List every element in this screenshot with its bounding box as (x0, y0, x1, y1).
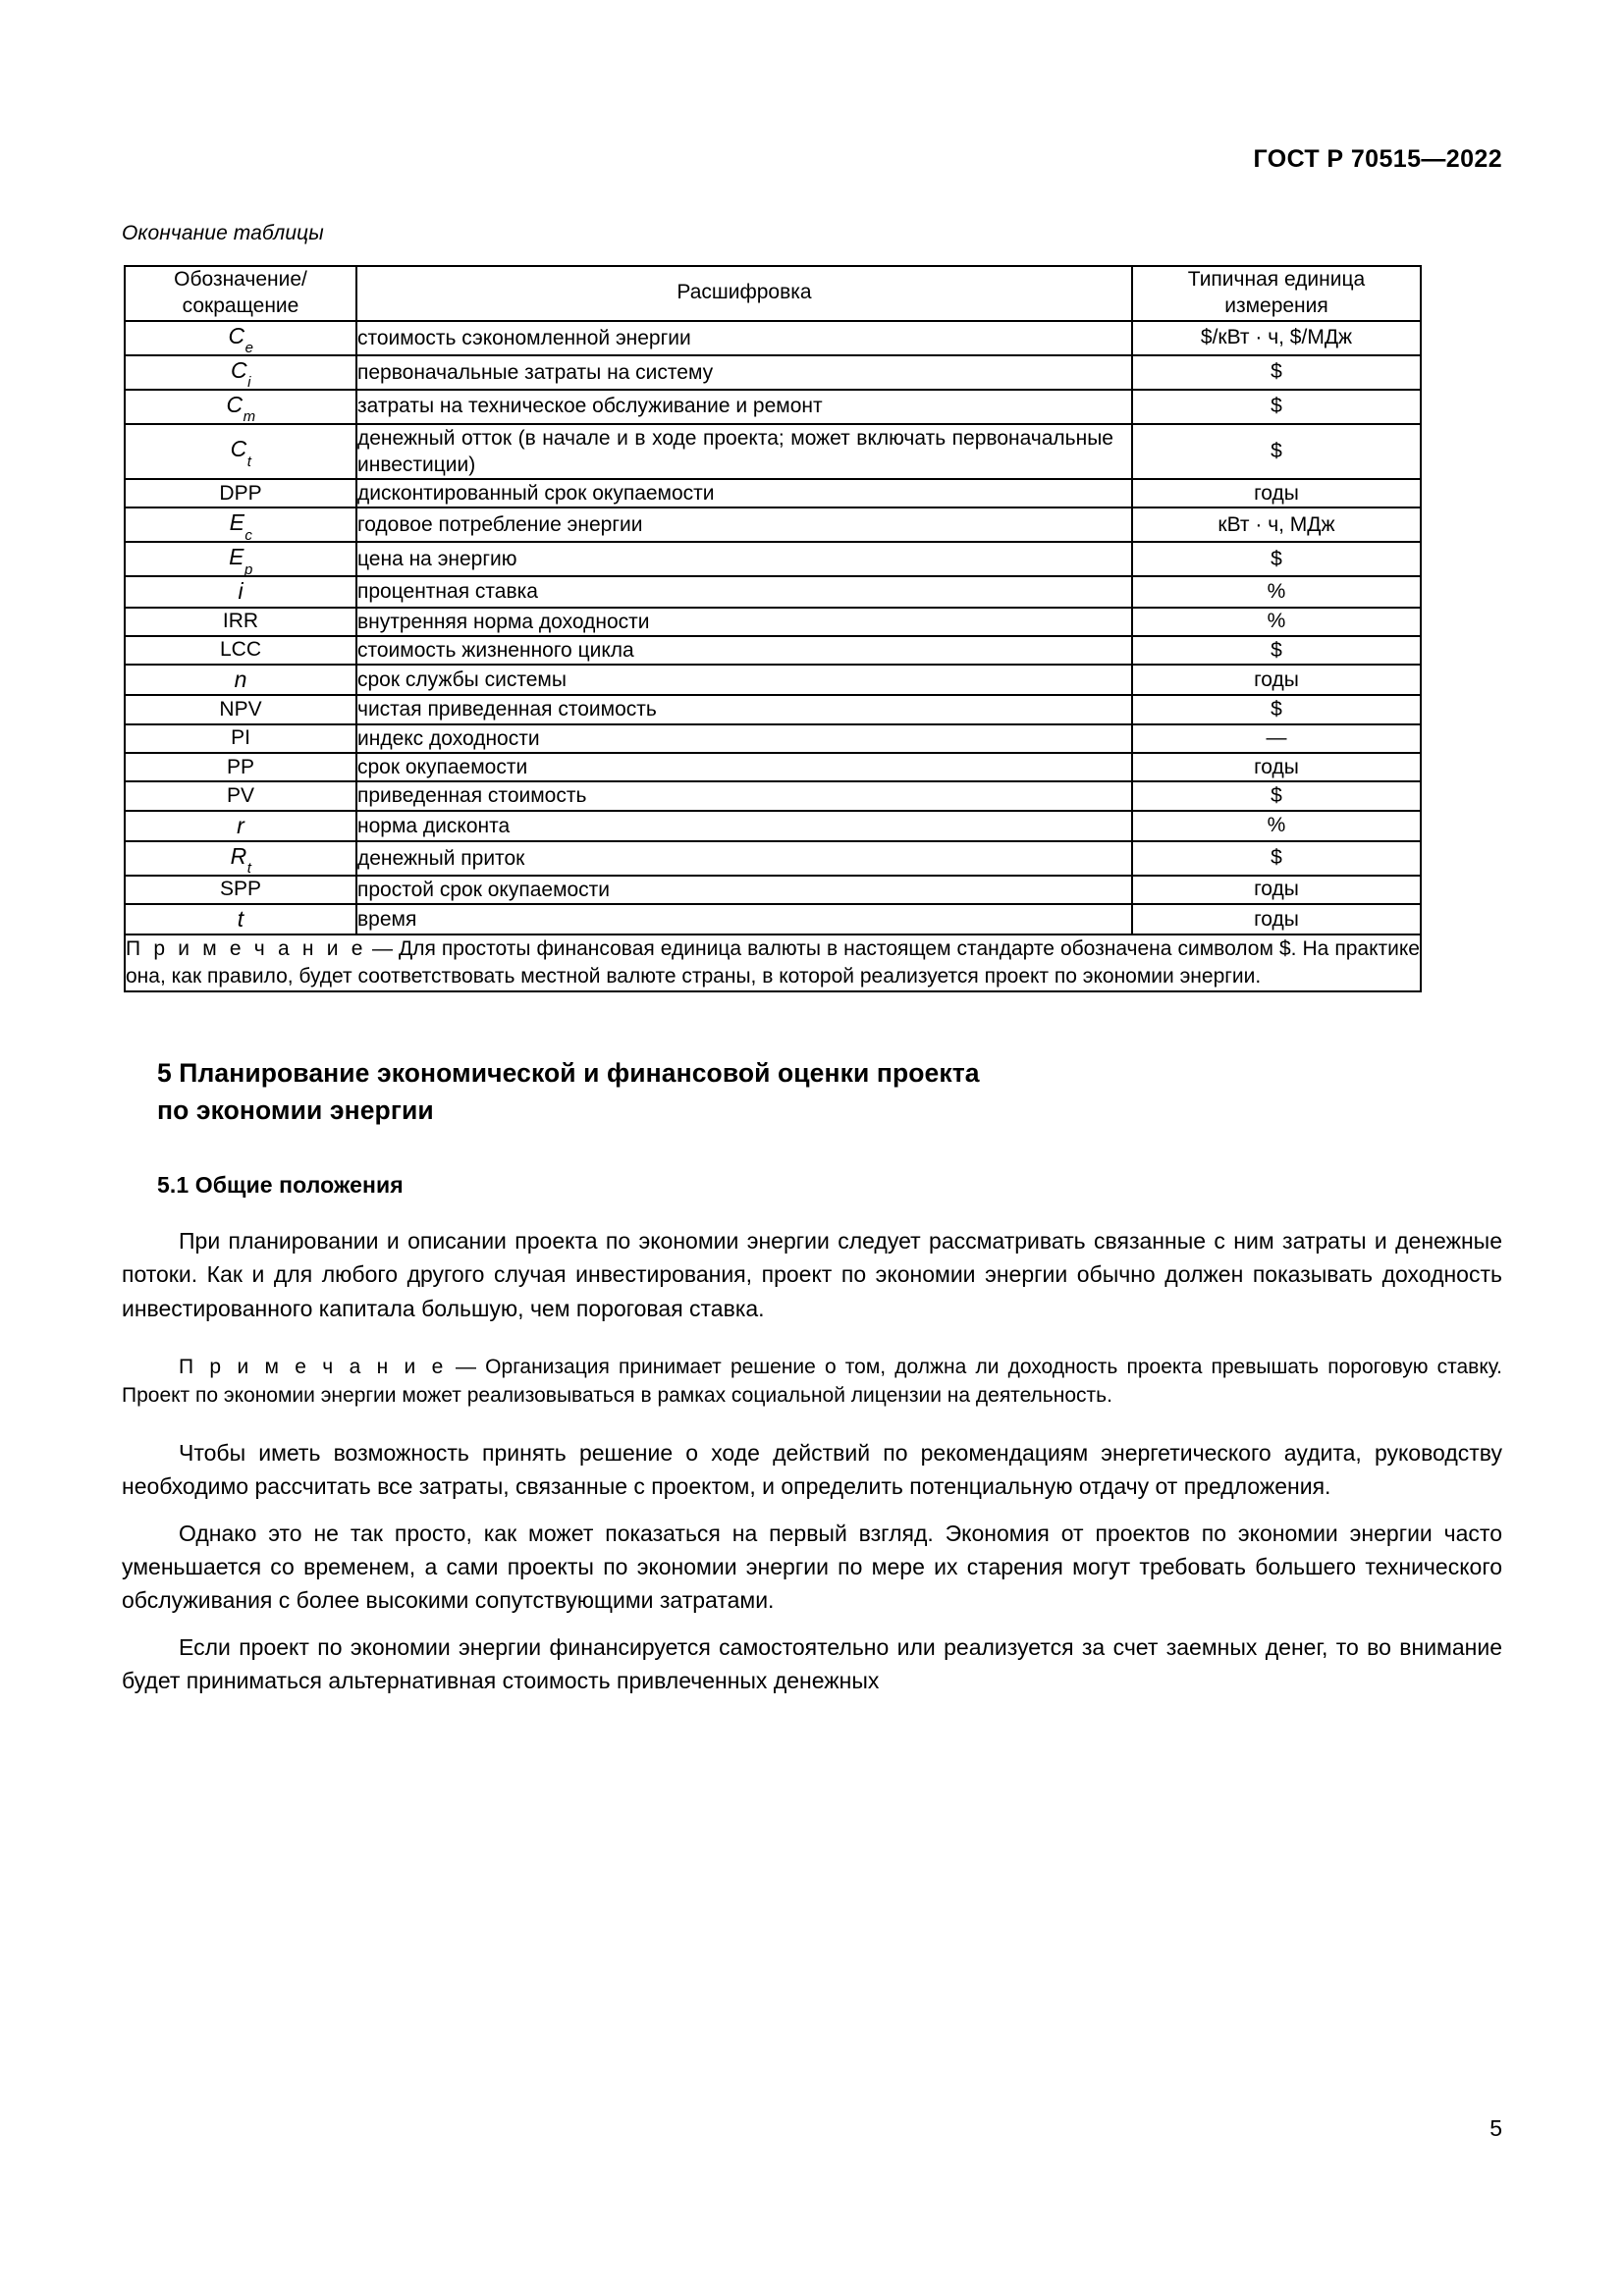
row-symbol: t (125, 904, 356, 934)
table-row (125, 636, 1421, 665)
row-unit: $ (1132, 424, 1421, 480)
row-description: стоимость жизненного цикла (356, 636, 1132, 665)
table-row (125, 724, 1421, 753)
row-description: дисконтированный срок окупаемости (356, 479, 1132, 507)
table-caption: Окончание таблицы (122, 222, 324, 244)
section-note-label: П р и м е ч а н и е (179, 1355, 447, 1378)
table-row (125, 753, 1421, 781)
row-description: цена на энергию (356, 542, 1132, 576)
table-note (125, 934, 1421, 991)
row-description: внутренняя норма доходности (356, 608, 1132, 636)
row-unit: кВт · ч, МДж (1132, 507, 1421, 542)
row-symbol: NPV (125, 695, 356, 723)
column-header-unit-line2: измерения (1224, 294, 1328, 317)
row-symbol: $C_i$ (125, 355, 356, 390)
row-unit: $ (1132, 781, 1421, 810)
paragraph-3: Однако это не так просто, как может показаться на первый взгляд. Экономия от проектов по экономии энергии часто уменьшается со временем, а сами проекты по экономии энергии по мере их старения могут требовать большего технического обслуживания с более высокими сопутствующими затратами. (122, 1521, 1502, 1614)
table-row (125, 390, 1421, 424)
symbols-table (124, 265, 1422, 992)
section-heading (122, 1055, 1502, 1129)
row-description: время (356, 904, 1132, 934)
table-row (125, 876, 1421, 904)
table-header-row (125, 266, 1421, 321)
row-symbol: $E_c$ (125, 507, 356, 542)
row-description: процентная ставка (356, 576, 1132, 607)
column-header-description: Расшифровка (356, 266, 1132, 321)
table-note-text: — Для простоты финансовая единица валюты в настоящем стандарте обозначена символом $. На практике она, как правило, будет соответствовать местной валюте страны, в которой реализуется проект по экономии энергии. (126, 937, 1420, 988)
row-unit: % (1132, 811, 1421, 841)
row-symbol: $R_t$ (125, 841, 356, 876)
row-description: срок службы системы (356, 665, 1132, 695)
row-symbol: PV (125, 781, 356, 810)
row-symbol: i (125, 576, 356, 607)
table-row (125, 904, 1421, 934)
table-row (125, 479, 1421, 507)
paragraph-1: При планировании и описании проекта по экономии энергии следует рассматривать связанные с ним затраты и денежные потоки. Как и для любого другого случая инвестирования, проект по экономии энергии обычно должен показывать доходность инвестированного капитала большую, чем пороговая ставка. (122, 1228, 1502, 1321)
row-symbol: PP (125, 753, 356, 781)
row-unit: годы (1132, 753, 1421, 781)
row-description: годовое потребление энергии (356, 507, 1132, 542)
row-description: простой срок окупаемости (356, 876, 1132, 904)
row-unit: $ (1132, 841, 1421, 876)
row-description: приведенная стоимость (356, 781, 1132, 810)
table-row (125, 781, 1421, 810)
row-description: стоимость сэкономленной энергии (356, 321, 1132, 355)
table-row (125, 576, 1421, 607)
row-description: норма дисконта (356, 811, 1132, 841)
table-note-row (125, 934, 1421, 991)
table-row (125, 542, 1421, 576)
table-row (125, 665, 1421, 695)
row-symbol: $C_t$ (125, 424, 356, 480)
section-note (122, 1353, 1502, 1412)
row-description: денежный отток (в начале и в ходе проекта; может включать первоначальные инвестиции) (356, 424, 1132, 480)
column-header-symbol-line2: сокращение (182, 294, 299, 317)
row-unit: $ (1132, 390, 1421, 424)
section-heading-line1: 5 Планирование экономической и финансовой оценки проекта (157, 1058, 980, 1089)
column-header-unit (1132, 266, 1421, 321)
row-symbol: r (125, 811, 356, 841)
row-unit: $ (1132, 636, 1421, 665)
row-unit: $ (1132, 355, 1421, 390)
row-unit: годы (1132, 479, 1421, 507)
row-description: срок окупаемости (356, 753, 1132, 781)
table-row (125, 695, 1421, 723)
section-note-text: — Организация принимает решение о том, должна ли доходность проекта превышать пороговую ставку. Проект по экономии энергии может реализовываться в рамках социальной лицензии на деятельность. (122, 1355, 1502, 1408)
row-symbol: LCC (125, 636, 356, 665)
table-note-label: П р и м е ч а н и е (126, 937, 366, 961)
running-head-standard-code: ГОСТ Р 70515—2022 (1253, 145, 1502, 173)
table-row (125, 355, 1421, 390)
paragraph-4: Если проект по экономии энергии финансируется самостоятельно или реализуется за счет заемных денег, то во внимание будет приниматься альтернативная стоимость привлеченных денежных (122, 1634, 1502, 1694)
row-description: первоначальные затраты на систему (356, 355, 1132, 390)
row-description: затраты на техническое обслуживание и ремонт (356, 390, 1132, 424)
row-unit: годы (1132, 904, 1421, 934)
row-description: чистая приведенная стоимость (356, 695, 1132, 723)
row-symbol: DPP (125, 479, 356, 507)
row-symbol: SPP (125, 876, 356, 904)
row-unit: — (1132, 724, 1421, 753)
table-row (125, 424, 1421, 480)
row-symbol: $C_e$ (125, 321, 356, 355)
row-description: денежный приток (356, 841, 1132, 876)
row-unit: $ (1132, 542, 1421, 576)
row-symbol: $C_m$ (125, 390, 356, 424)
row-description: индекс доходности (356, 724, 1132, 753)
column-header-symbol-line1: Обозначение/ (174, 268, 307, 291)
table-row (125, 811, 1421, 841)
row-unit: годы (1132, 876, 1421, 904)
page-number: 5 (1489, 2115, 1502, 2141)
row-symbol: n (125, 665, 356, 695)
row-unit: % (1132, 608, 1421, 636)
table-row (125, 507, 1421, 542)
row-symbol: $E_p$ (125, 542, 356, 576)
row-unit: $ (1132, 695, 1421, 723)
column-header-symbol (125, 266, 356, 321)
row-unit: годы (1132, 665, 1421, 695)
paragraph-2: Чтобы иметь возможность принять решение о ходе действий по рекомендациям энергетического аудита, руководству необходимо рассчитать все затраты, связанные с проектом, и определить потенциальную отдачу от предложения. (122, 1440, 1502, 1500)
row-symbol: PI (125, 724, 356, 753)
row-unit: % (1132, 576, 1421, 607)
column-header-unit-line1: Типичная единица (1187, 268, 1366, 291)
table-row (125, 841, 1421, 876)
section-heading-line2: по экономии энергии (157, 1095, 434, 1125)
table-row (125, 608, 1421, 636)
row-unit: $/кВт · ч, $/МДж (1132, 321, 1421, 355)
page-content (122, 222, 1502, 1697)
row-symbol: IRR (125, 608, 356, 636)
table-row (125, 321, 1421, 355)
subsection-heading: 5.1 Общие положения (157, 1172, 404, 1199)
